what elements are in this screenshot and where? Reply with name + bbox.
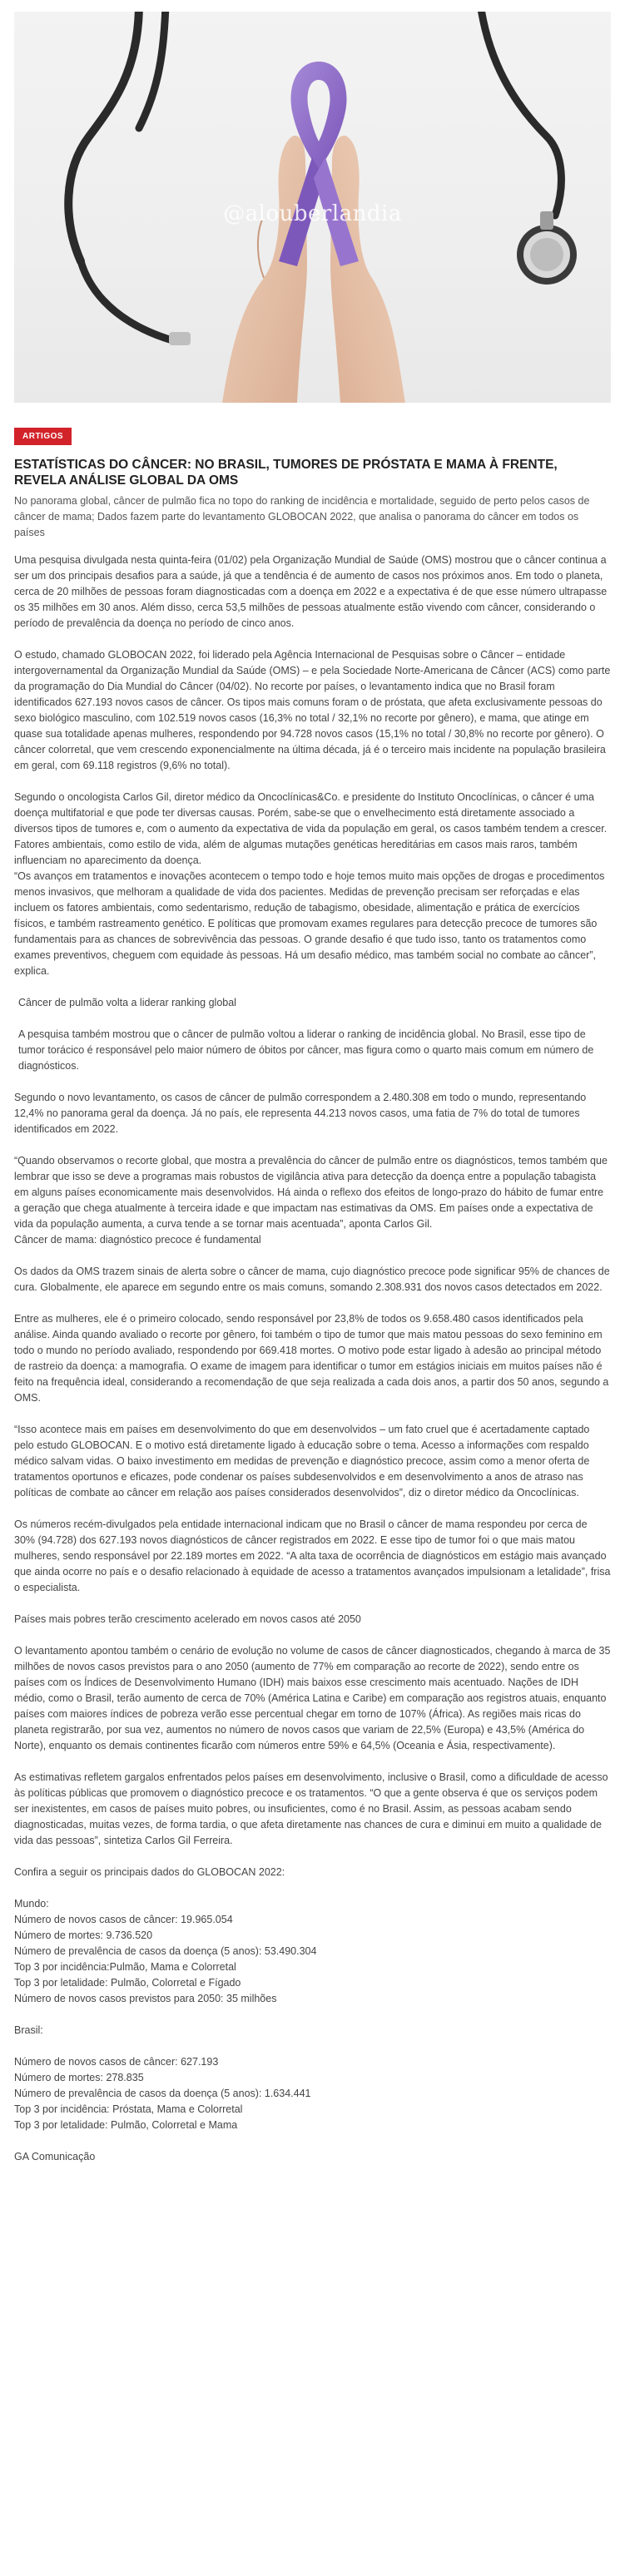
paragraph: O levantamento apontou também o cenário de evolução no volume de casos de câncer diagnosticados, chegando à marca de 35 milhões de novos casos previstos para o ano 2050 (aumento de 77% em comparação ao recorte de 2022), sendo entre os países com os Índices de Desenvolvimento Humano (IDH) mais baixos esse crescimento mais acentuado. Nações de IDH médio, como o Brasil, terão aumento de cerca de 70% (América Latina e Caribe) em comparação aos registros atuais, enquanto países com maiores índices de pobreza verão esse percentual chegar em torno de 107% (África). As regiões mais ricas do planeta registrarão, por sua vez, aumentos no número de novos casos que variam de 22,5% (Europa) e 43,5% (América do Norte), enquanto os demais continentes ficarão com números entre 59% e 64,5% (Oceania e Ásia, respectivamente).: [14, 1645, 611, 1751]
section-subtitle: Confira a seguir os principais dados do GLOBOCAN 2022:: [14, 1866, 285, 1878]
list-item: Top 3 por incidência: Próstata, Mama e Colorretal: [14, 2103, 243, 2115]
paragraph: Segundo o oncologista Carlos Gil, diretor médico da Oncoclínicas&Co. e presidente do Instituto Oncoclínicas, o câncer é uma doença multifatorial e que pode ter diversas causas. Porém, sabe-se que o envelhecimento está diretamente associado a diversos tipos de tumores e, com o aumento da expectativa de vida da população em geral, os casos também tendem a crescer. Fatores ambientais, como estilo de vida, além de algumas mutações genéticas hereditárias em casos mais raros, também influenciam no aparecimento da doença.: [14, 791, 608, 866]
paragraph: O estudo, chamado GLOBOCAN 2022, foi liderado pela Agência Internacional de Pesquisas sobre o Câncer – entidade intergovernamental da Organização Mundial da Saúde (OMS) – e pela Sociedade Norte-Americana de Câncer (ACS) como parte da programação do Dia Mundial do Câncer (04/02). No recorte por países, o levantamento indica que no Brasil foram identificados 627.193 novos casos de câncer. Os tipos mais comuns foram o de próstata, que afeta exclusivamente pessoas do sexo biológico masculino, com 102.519 novos casos (16,3% no total / 32,1% no recorte por gênero), e mama, que atinge em quase sua totalidade apenas mulheres, respondendo por 94.728 novos casos (15,1% no total / 30,8% no recorte por gênero). O câncer colorretal, que vem crescendo exponencialmente na última década, já é o terceiro mais incidente na população brasileira em geral, com 69.118 registros (9,6% no total).: [14, 649, 611, 771]
list-item: Número de mortes: 9.736.520: [14, 1930, 153, 1941]
category-wrapper: [14, 428, 611, 445]
section-subtitle: Câncer de mama: diagnóstico precoce é fundamental: [14, 1234, 261, 1246]
article-lead: No panorama global, câncer de pulmão fica no topo do ranking de incidência e mortalidade, seguido de perto pelos casos de câncer de mama; Dados fazem parte do levantamento GLOBOCAN 2022, que analisa o panorama do câncer em todos os países: [14, 495, 590, 538]
paragraph: Uma pesquisa divulgada nesta quinta-feira (01/02) pela Organização Mundial de Saúde (OMS) mostrou que o câncer continua a ser um dos principais desafios para a saúde, já que a tendência é de aumento de casos nos próximos anos. Em todo o planeta, cerca de 20 milhões de pessoas foram diagnosticadas com a doença em 2022 e a expectativa é de que esse número ultrapasse os 35 milhões em 30 anos. Além disso, cerca 53,5 milhões de pessoas atualmente estão vivendo com câncer, considerando o período de prevalência da doença no período de cinco anos.: [14, 554, 608, 629]
article-title: ESTATÍSTICAS DO CÂNCER: NO BRASIL, TUMORES DE PRÓSTATA E MAMA À FRENTE, REVELA ANÁLISE GLOBAL DA OMS: [14, 458, 558, 488]
section-subtitle: Países mais pobres terão crescimento acelerado em novos casos até 2050: [14, 1613, 361, 1625]
image-watermark: @alouberlandia: [223, 201, 402, 226]
paragraph: Os dados da OMS trazem sinais de alerta sobre o câncer de mama, cujo diagnóstico precoce pode significar 95% de chances de cura. Globalmente, ele aparece em segundo entre os mais comuns, somando 2.308.931 dos novos casos detectados em 2022.: [14, 1266, 610, 1293]
hand-left: [222, 136, 307, 403]
article-credit: GA Comunicação: [14, 2151, 96, 2162]
list-item: Número de prevalência de casos da doença (5 anos): 53.490.304: [14, 1945, 317, 1957]
article-page: [0, 12, 625, 2165]
paragraph: Entre as mulheres, ele é o primeiro colocado, sendo responsável por 23,8% de todos os 9.658.480 casos identificados pela análise. Ainda quando avaliado o recorte por gênero, foi também o tipo de tumor que mais matou pessoas do sexo feminino em todo o mundo no período avaliado, respondendo por 669.418 mortes. O motivo pode estar ligado à adesão ao principal método de rastreio da doença: a mamografia. O exame de imagem para identificar o tumor em estágios iniciais em muitos países não é feito na frequência ideal, considerando a recomendação de que seja realizada a cada dois anos, a partir dos 50 anos, segundo a OMS.: [14, 1313, 609, 1404]
hero-image: [14, 12, 611, 403]
stethoscope-left-icon: [68, 12, 191, 345]
paragraph-quote: “Os avanços em tratamentos e inovações acontecem o tempo todo e hoje temos muito mais opções de drogas e procedimentos menos invasivos, que melhoram a qualidade de vida dos pacientes. Medidas de prevenção precisam ser reforçadas e elas incluem os fatores ambientais, como sedentarismo, redução de tabagismo, obesidade, alimentação e prática de exercícios físicos, e também rastreamento genético. E políticas que promovam exames regulares para detecção precoce de tumores são fundamentais para as chances de sobrevivência das pessoas. O grande desafio é que tudo isso, tanto os tratamentos como exames preventivos, cheguem com equidade às pessoas. Há um desafio médico, mas também social no combate ao câncer”, explica.: [14, 870, 605, 977]
list-item: Top 3 por letalidade: Pulmão, Colorretal e Mama: [14, 2119, 238, 2131]
list-item: Número de prevalência de casos da doença (5 anos): 1.634.441: [14, 2088, 311, 2099]
list-heading: Mundo:: [14, 1898, 49, 1910]
list-item: Número de novos casos previstos para 2050: 35 milhões: [14, 1993, 277, 2004]
section-subtitle: Câncer de pulmão volta a liderar ranking global: [18, 997, 236, 1008]
category-tag[interactable]: ARTIGOS: [14, 428, 72, 445]
list-item: Número de novos casos de câncer: 627.193: [14, 2056, 219, 2068]
list-item: Número de novos casos de câncer: 19.965.054: [14, 1914, 233, 1925]
paragraph-quote: As estimativas refletem gargalos enfrentados pelos países em desenvolvimento, inclusive o Brasil, como a dificuldade de acesso às políticas públicas que promovem o diagnóstico precoce e os tratamentos. “O que a gente observa é que os serviços podem ser inexistentes, em casos de países muito pobres, ou insuficientes, como é no Brasil. Assim, as pessoas acabam sendo diagnosticadas, muitas vezes, de forma tardia, o que afeta diretamente nas chances de cura e diminui em muito a qualidade de vida das pessoas”, sintetiza Carlos Gil Ferreira.: [14, 1771, 608, 1846]
list-item: Top 3 por incidência:Pulmão, Mama e Colorretal: [14, 1961, 236, 1973]
article-body: [14, 552, 611, 2165]
list-item: Top 3 por letalidade: Pulmão, Colorretal e Fígado: [14, 1977, 241, 1989]
list-heading: Brasil:: [14, 2024, 43, 2036]
stethoscope-right-icon: [480, 12, 577, 285]
paragraph: Os números recém-divulgados pela entidade internacional indicam que no Brasil o câncer de mama respondeu por cerca de 30% (94.728) dos 627.193 novos diagnósticos de câncer registrados em 2022. E esse tipo de tumor foi o que mais matou mulheres, sendo responsável por 22.189 mortes em 2022. “A alta taxa de ocorrência de diagnósticos em estágio mais avançado que ainda ocorre no país e o desafio relacionado à equidade de acesso a tratamentos avançados impulsionam a letalidade”, frisa o especialista.: [14, 1518, 611, 1593]
paragraph: Segundo o novo levantamento, os casos de câncer de pulmão correspondem a 2.480.308 em todo o mundo, representando 12,4% no panorama geral da doença. Já no país, ele representa 44.213 novos casos, uma fatia de 7% do total de tumores identificados em 2022.: [14, 1092, 587, 1135]
hand-right: [330, 136, 405, 403]
list-item: Número de mortes: 278.835: [14, 2072, 144, 2083]
paragraph-quote: “Isso acontece mais em países em desenvolvimento do que em desenvolvidos – um fato cruel que é acertadamente captado pelo estudo GLOBOCAN. E o motivo está diretamente ligado à educação sobre o tema. Acesso a informações com respaldo médico salvam vidas. O baixo investimento em medidas de prevenção e diagnóstico precoce, assim como a menor oferta de tratamentos oportunos e eficazes, pode condenar os países subdesenvolvidos e em desenvolvimento a anos de atraso nas políticas de combate ao câncer em relação aos países considerados desenvolvidos”, diz o diretor médico da Oncoclínicas.: [14, 1424, 590, 1499]
paragraph: A pesquisa também mostrou que o câncer de pulmão voltou a liderar o ranking de incidência global. No Brasil, esse tipo de tumor torácico é responsável pelo maior número de óbitos por câncer, mas figura como o quarto mais comum em número de diagnósticos.: [18, 1028, 594, 1072]
paragraph-quote: “Quando observamos o recorte global, que mostra a prevalência do câncer de pulmão entre os diagnósticos, temos também que lembrar que isso se deve a programas mais robustos de vigilância ativa para detecção da doença entre a população tabagista em alguns países economicamente mais desenvolvidos. Há ainda o reflexo dos efeitos de longo-prazo do hábito de fumar entre a geração que chega atualmente à terceira idade e que impactam nas estimativas da OMS. Em países onde a expectativa de vida da população aumenta, a curva tende a se tornar mais acentuada”, aponta Carlos Gil.: [14, 1155, 608, 1230]
